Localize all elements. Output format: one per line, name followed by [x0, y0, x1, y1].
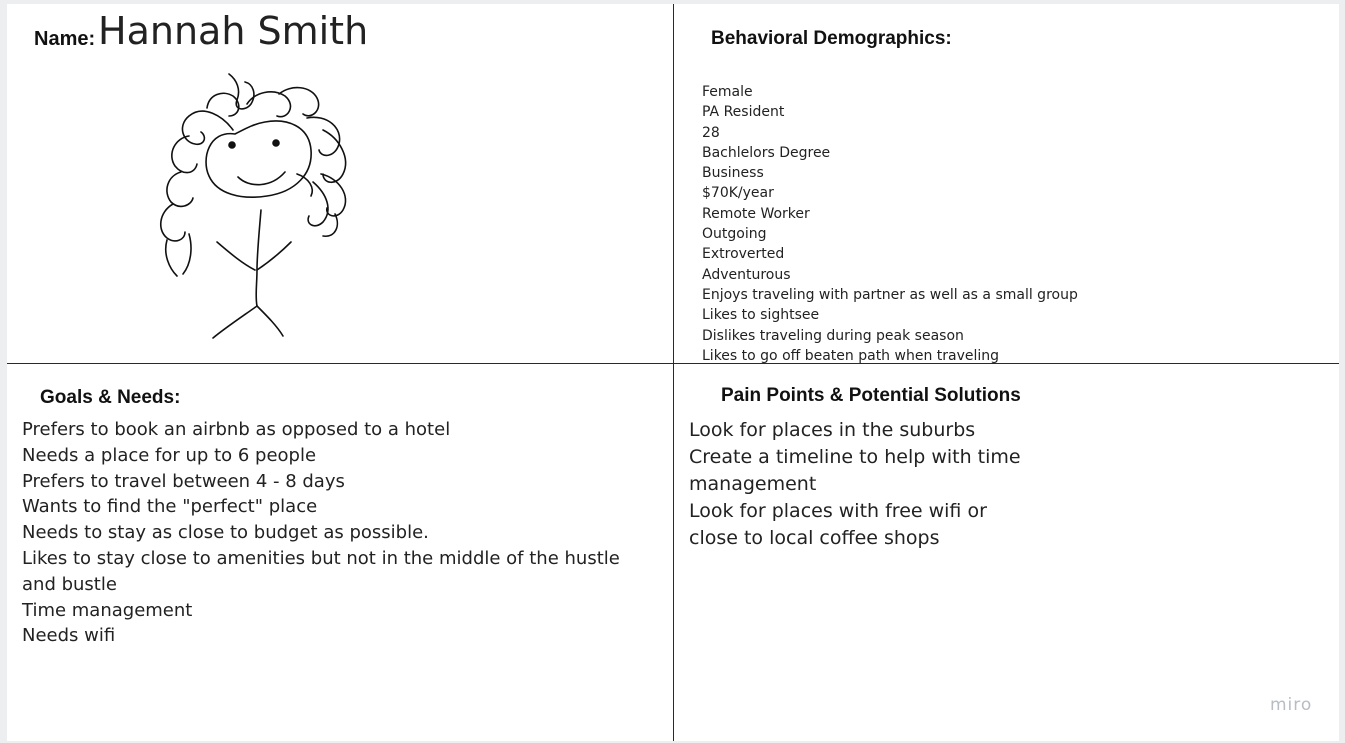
list-item: Bachlelors Degree [702, 144, 831, 161]
list-item: Enjoys traveling with partner as well as a small group [702, 286, 1078, 303]
demographics-title: Behavioral Demographics: [711, 28, 952, 49]
demographics-list [702, 82, 1078, 366]
list-item: 28 [702, 124, 720, 141]
list-item: Adventurous [702, 266, 791, 283]
list-item: $70K/year [702, 185, 774, 202]
list-item: Create a timeline to help with time management [689, 446, 1021, 495]
vertical-divider [673, 4, 674, 741]
pain-points-title: Pain Points & Potential Solutions [721, 385, 1021, 406]
list-item: Likes to stay close to amenities but not in the middle of the hustle and bustle [22, 547, 620, 595]
list-item: Prefers to book an airbnb as opposed to a hotel [22, 419, 451, 440]
list-item: Business [702, 165, 764, 182]
list-item: Needs wifi [22, 625, 116, 647]
list-item: Remote Worker [702, 205, 810, 222]
list-item: Extroverted [702, 246, 785, 263]
list-item: Needs a place for up to 6 people [22, 444, 317, 466]
stick-figure-drawing [137, 64, 367, 344]
list-item: Look for places with free wifi or close to local coffee shops [689, 500, 987, 549]
horizontal-divider [7, 363, 1339, 364]
list-item: Likes to go off beaten path when traveling [702, 347, 1000, 364]
miro-logo: miro [1270, 695, 1313, 715]
list-item: Female [702, 84, 753, 100]
goals-title: Goals & Needs: [40, 387, 181, 408]
list-item: Time management [22, 599, 193, 621]
list-item: Look for places in the suburbs [689, 419, 976, 441]
list-item: Dislikes traveling during peak season [702, 327, 964, 344]
list-item: PA Resident [702, 104, 785, 121]
list-item: Likes to sightsee [702, 307, 820, 324]
name-label: Name: [34, 28, 96, 50]
list-item: Outgoing [702, 226, 767, 243]
list-item: Needs to stay as close to budget as possible. [22, 522, 429, 544]
list-item: Wants to find the "perfect" place [22, 496, 318, 518]
pain-points-list [689, 417, 1029, 552]
persona-name: Hannah Smith [98, 9, 369, 53]
persona-board [7, 4, 1339, 741]
list-item: Prefers to travel between 4 - 8 days [22, 470, 345, 492]
goals-list [22, 417, 642, 649]
